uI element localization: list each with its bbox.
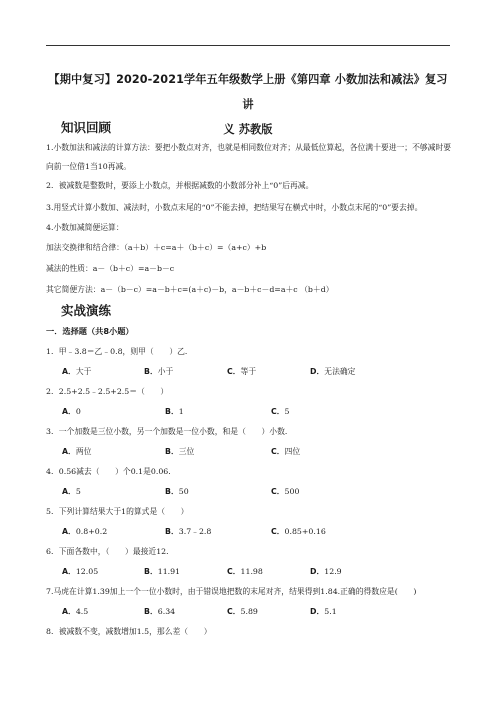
option-label: C． (271, 487, 285, 496)
question-1-stem: 1．甲﹣3.8＝乙﹣0.8，则甲（ ）乙． (46, 347, 193, 356)
option-text: 12.9 (324, 567, 342, 576)
option-text: 50 (178, 487, 189, 496)
option-text: 11.98 (240, 567, 263, 576)
question-7-option-b (144, 606, 175, 617)
review-paragraph-5: 加法交换律和结合律：（a＋b）＋c=a＋（b＋c）=（a+c）+b (46, 243, 267, 252)
option-label: A． (62, 407, 76, 416)
title-line-2: 义 苏教版 (223, 123, 273, 136)
option-text: 5.1 (324, 607, 337, 616)
option-label: C． (227, 567, 241, 576)
option-label: B． (165, 487, 179, 496)
question-6-stem: 6．下面各数中，（ ）最接近12． (46, 547, 174, 556)
option-label: A． (62, 367, 76, 376)
option-text: 无法确定 (324, 367, 356, 376)
option-text: 0 (75, 407, 81, 416)
question-1-option-a (62, 366, 91, 377)
question-4-stem: 4．0.56减去（ ）个0.1是0.06. (46, 467, 171, 476)
question-5-option-a (62, 526, 107, 537)
review-paragraph-3: 3.用竖式计算小数加、减法时，小数点末尾的“0”不能去掉，把结果写在横式中时，小数点末尾的“0”要去掉。 (46, 203, 423, 212)
question-5-option-c (271, 526, 326, 537)
option-label: A． (62, 567, 76, 576)
question-2-option-b (165, 406, 184, 417)
option-text: 两位 (75, 447, 92, 456)
question-4-option-b (165, 486, 189, 497)
question-4-option-a (62, 486, 81, 497)
option-text: 500 (284, 487, 300, 496)
question-1-option-d (310, 366, 355, 377)
question-7-option-c (227, 606, 258, 617)
option-label: A． (62, 487, 76, 496)
question-3-option-c (271, 446, 300, 457)
option-label: B． (144, 367, 158, 376)
option-text: 大于 (75, 367, 92, 376)
section-heading-review: 知识回顾 (61, 120, 112, 135)
option-text: 4.5 (75, 607, 89, 616)
option-text: 四位 (284, 447, 301, 456)
option-text: 6.34 (157, 607, 176, 616)
option-label: C． (271, 447, 285, 456)
subsection-heading: 一．选择题（共8小题） (46, 326, 134, 336)
option-text: 3.7﹣2.8 (178, 527, 212, 536)
review-paragraph-4: 4.小数加减简便运算： (46, 223, 124, 232)
option-text: 5.89 (240, 607, 258, 616)
option-text: 0.8+0.2 (75, 527, 108, 536)
section-heading-practice: 实战演练 (61, 303, 112, 318)
question-2-option-c (271, 406, 290, 417)
option-text: 0.85+0.16 (284, 527, 326, 536)
option-text: 11.91 (157, 567, 181, 576)
question-6-option-d (310, 566, 342, 577)
question-7-option-d (310, 606, 337, 617)
option-text: 等于 (240, 367, 257, 376)
question-6-option-a (62, 566, 98, 577)
option-label: C． (271, 527, 285, 536)
question-2-option-a (62, 406, 81, 417)
option-label: D． (310, 367, 325, 376)
question-2-stem: 2．2.5+2.5﹣2.5+2.5＝（ ） (46, 387, 169, 396)
option-text: 12.05 (75, 567, 99, 576)
option-label: C． (227, 607, 241, 616)
question-3-stem: 3．一个加数是三位小数，另一个加数是一位小数，和是（ ）小数． (46, 427, 293, 436)
title-line-1: 【期中复习】2020-2021学年五年级数学上册《第四章 小数加法和减法》复习讲 (48, 73, 448, 111)
option-text: 1 (178, 407, 184, 416)
review-paragraph-7: 其它简便方法：a－（b－c）=a－b＋c=(a＋c)－b，a－b＋c－d=a＋c （b＋d） (46, 285, 334, 294)
option-label: B． (144, 567, 158, 576)
question-5-option-b (165, 526, 211, 537)
review-paragraph-6: 减法的性质：a－（b＋c）=a－b－c (46, 264, 175, 273)
question-3-option-a (62, 446, 91, 457)
question-4-option-c (271, 486, 299, 497)
question-1-option-b (144, 366, 173, 377)
option-text: 小于 (157, 367, 174, 376)
option-label: D． (310, 607, 325, 616)
question-7-option-a (62, 606, 88, 617)
review-paragraph-1: 1.小数加法和减法的计算方法：要把小数点对齐，也就是相同数位对齐；从最低位算起，各位满十要进一；不够减时要向前一位借1当10再减。 (46, 143, 452, 171)
option-label: A． (62, 447, 76, 456)
option-label: D． (310, 567, 325, 576)
option-label: B． (165, 527, 179, 536)
question-3-option-b (165, 446, 194, 457)
option-text: 三位 (178, 447, 195, 456)
option-label: C． (271, 407, 285, 416)
option-label: A． (62, 607, 76, 616)
question-5-stem: 5．下列计算结果大于1的算式是（ ） (46, 507, 189, 516)
option-label: A． (62, 527, 76, 536)
option-text: 5 (284, 407, 290, 416)
question-6-option-c (227, 566, 263, 577)
review-paragraph-2: 2．被减数是整数时，要添上小数点，并根据减数的小数部分补上“0”后再减。 (46, 181, 314, 190)
header-rule (46, 45, 450, 46)
option-label: B． (165, 447, 179, 456)
question-7-stem: 7.马虎在计算1.39加上一个一位小数时，由于错误地把数的末尾对齐，结果得到1.84.正确的得数应是( ) (46, 587, 417, 596)
option-label: B． (165, 407, 179, 416)
question-6-option-b (144, 566, 180, 577)
option-label: C． (227, 367, 241, 376)
question-8-stem: 8．被减数不变，减数增加1.5，那么差（ ） (46, 627, 212, 636)
option-text: 5 (75, 487, 81, 496)
option-label: B． (144, 607, 158, 616)
question-1-option-c (227, 366, 256, 377)
